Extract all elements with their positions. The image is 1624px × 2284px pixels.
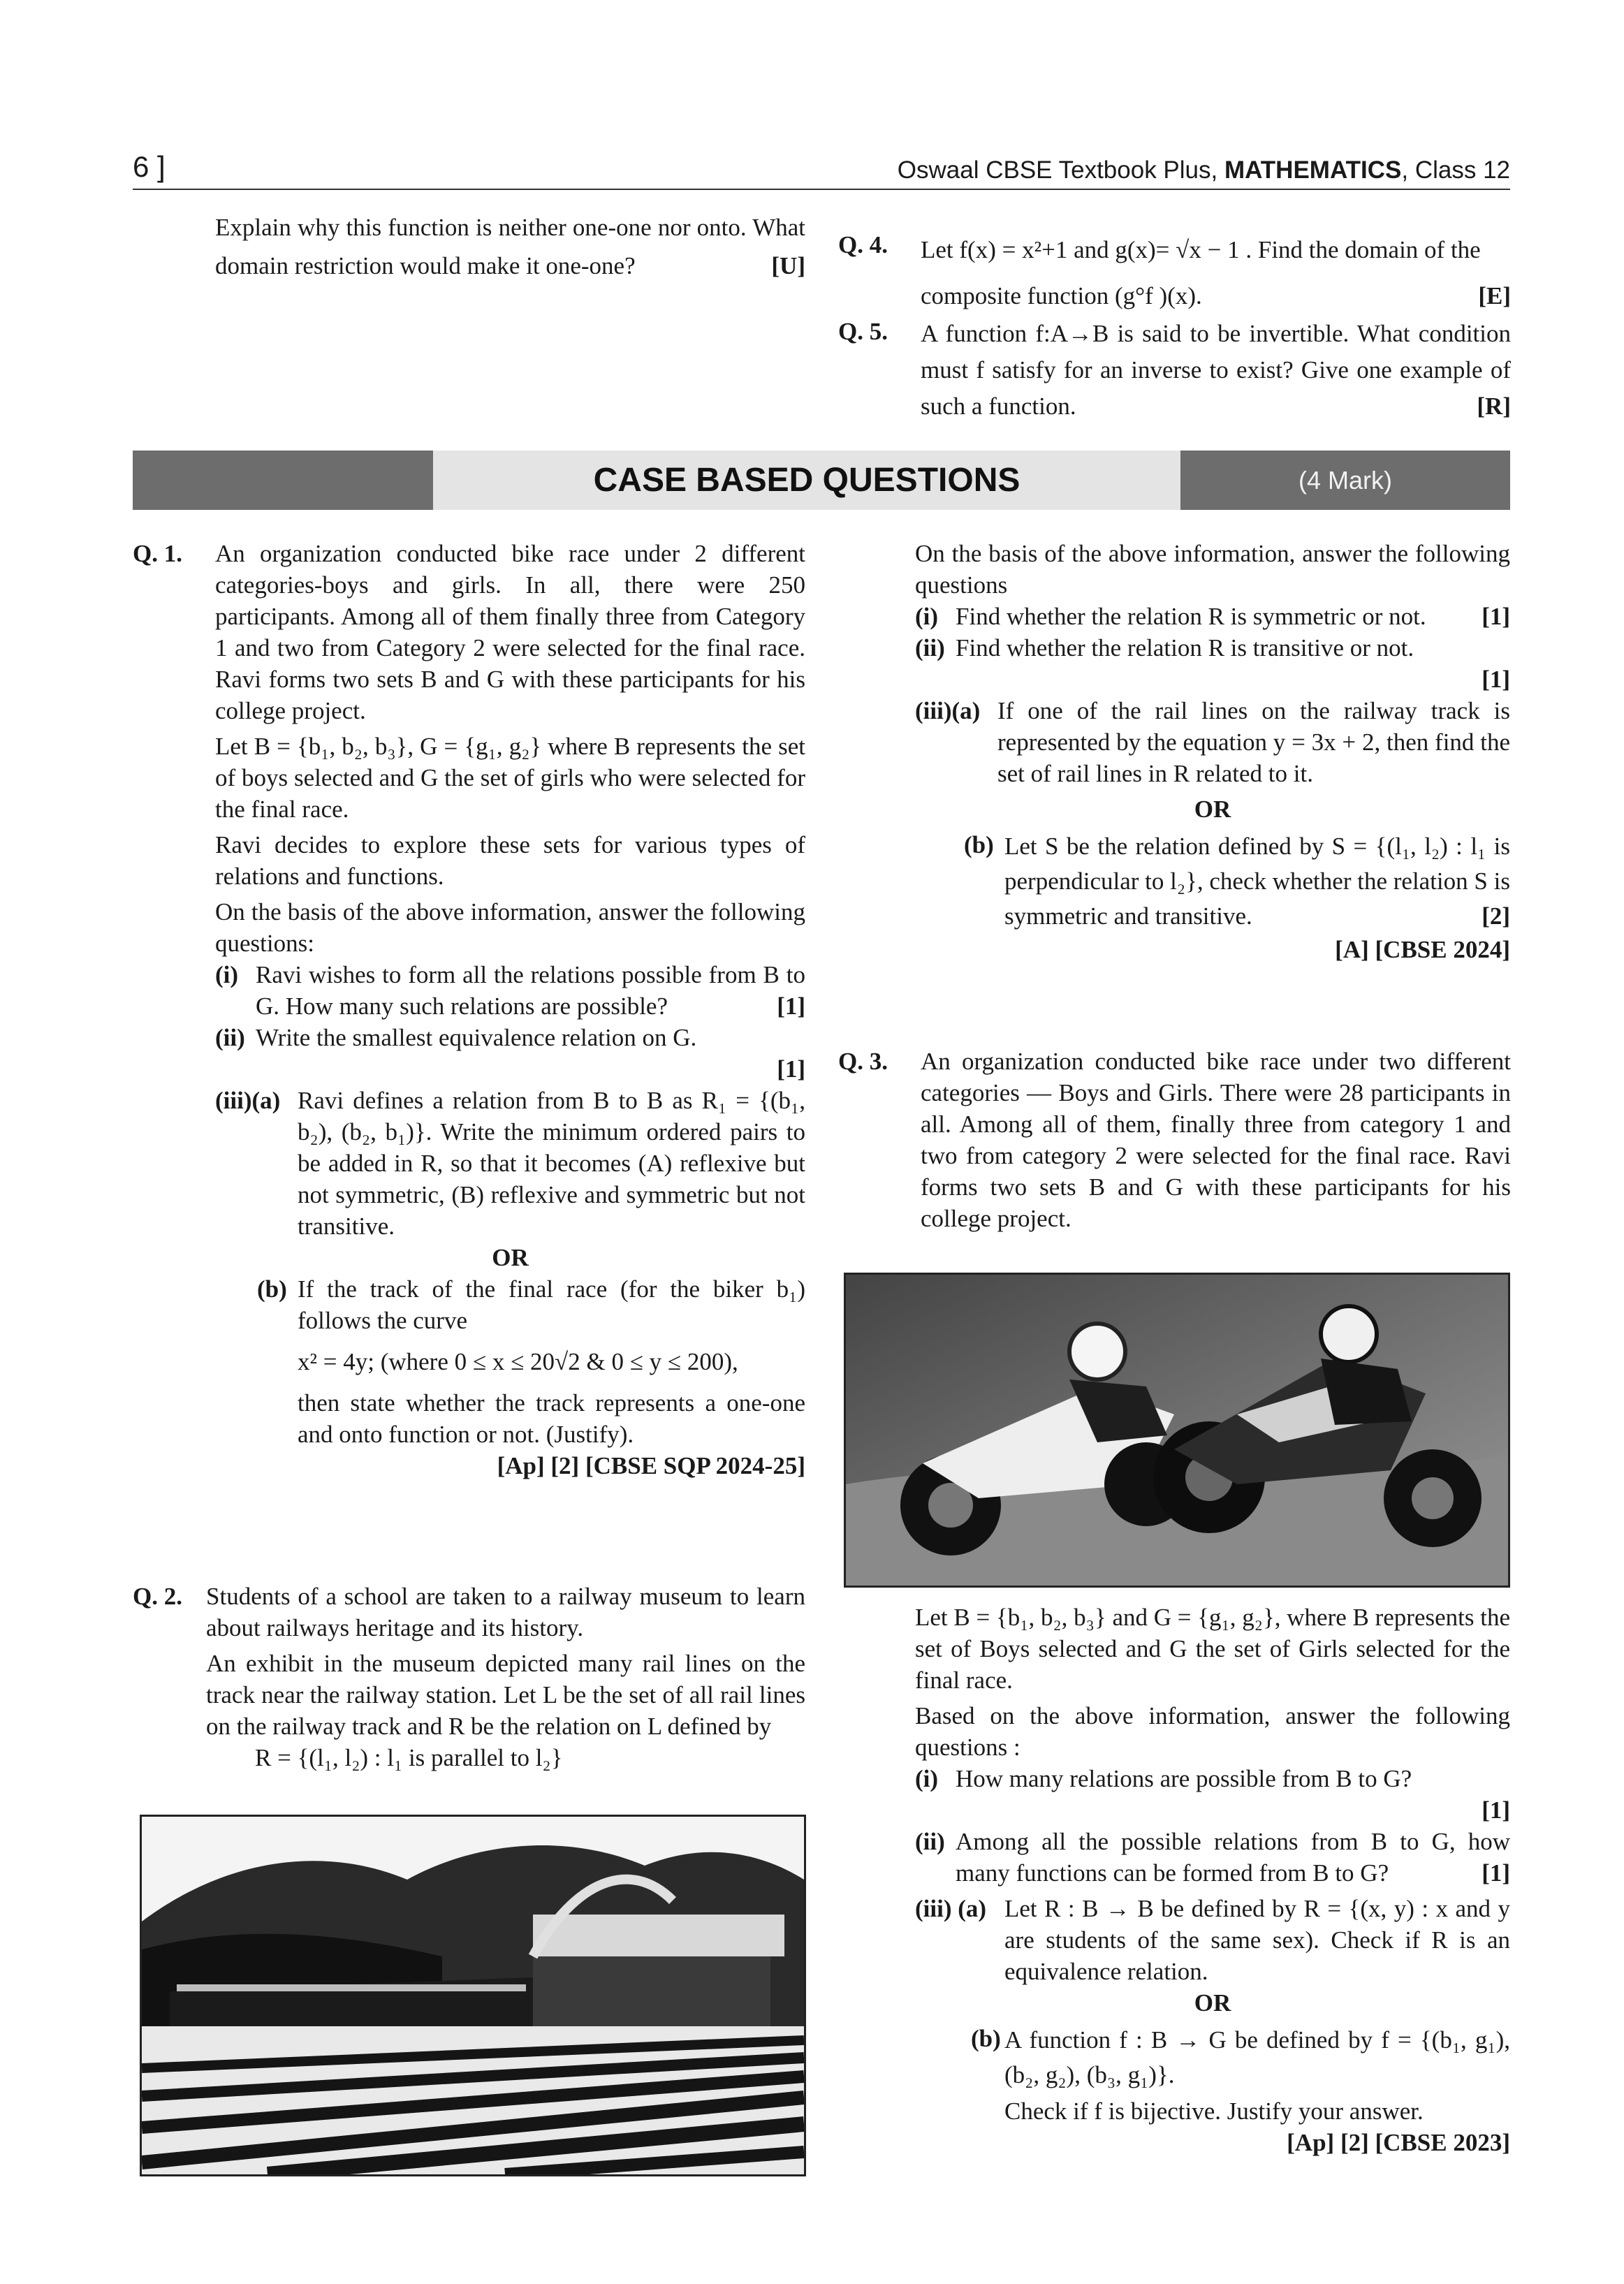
q2-part-iii-text: If one of the rail lines on the railway track is represented by the equation y = 3x + 2, then find the set of rail lines in R related to it.	[997, 697, 1510, 787]
q2-part-i-body: Find whether the relation R is symmetric or not.	[956, 603, 1426, 630]
q3-part-iii-label: (iii) (a)	[915, 1895, 987, 1922]
q1-body	[215, 538, 805, 1481]
q1-or: OR	[492, 1244, 529, 1271]
q5-text	[921, 316, 1511, 425]
q3-paragraph-1: An organization conducted bike race under two different categories — Boys and Girls. There were 28 participants in all. Among all of them, finally three from category 1 and two from category 2 were selected for the final race. Ravi forms two sets B and G with these participants for his college project.	[921, 1048, 1511, 1232]
q3-part-b-text: A function f : B → G be defined by f = {(b₁, g₁), (b₂, g₂), (b₃, g₁)}.	[1004, 2026, 1510, 2088]
q5-number: Q. 5.	[838, 318, 888, 345]
q1-part-b-text: If the track of the final race (for the biker b₁) follows the curve	[298, 1275, 805, 1334]
q1-part-b	[215, 1273, 805, 1450]
q3-part-ii-mark: [1]	[1482, 1859, 1510, 1887]
q3-part-i	[915, 1763, 1510, 1826]
q2-part-i-text	[915, 601, 1510, 632]
q3-part-iii	[915, 1893, 1510, 1987]
q1-part-i-body: Ravi wishes to form all the relations possible from B to G. How many such relations are possible?	[256, 961, 805, 1020]
q1-part-iii-text: Ravi defines a relation from B to B as R₁ = {(b₁, b₂), (b₂, b₁)}. Write the minimum ordered pairs to be added in R, so that it becomes (A) reflexive but not symmetric, (B) reflexive and symmetric but not transitive.	[298, 1087, 805, 1240]
section-marks: (4 Mark)	[1299, 466, 1392, 495]
q3-part-i-mark: [1]	[1482, 1796, 1510, 1824]
q2-part-b-body: Let S be the relation defined by S = {(l₁, l₂) : l₁ is perpendicular to l₂}, check whether the relation S is symmetric and transitive.	[1004, 833, 1510, 930]
q1-part-ii-mark: [1]	[777, 1055, 805, 1083]
q2-part-i	[915, 601, 1510, 632]
q2-number: Q. 2.	[133, 1583, 182, 1610]
q3-part-ii-label: (ii)	[915, 1828, 945, 1855]
q2-part-i-mark: [1]	[1482, 603, 1510, 630]
section-title: CASE BASED QUESTIONS	[593, 462, 1021, 499]
q1-part-i-text	[215, 959, 805, 1022]
header-rule	[133, 189, 1510, 190]
q2-part-i-label: (i)	[915, 603, 939, 630]
q2-tags: [A] [CBSE 2024]	[1335, 936, 1510, 963]
q2-part-iii-label: (iii)(a)	[915, 697, 981, 724]
q3-paragraph-3: Based on the above information, answer the following questions :	[915, 1702, 1510, 1761]
q1-part-iii-label: (iii)(a)	[215, 1087, 281, 1114]
q3-part-ii-body: Among all the possible relations from B to G, how many functions can be formed from B to G?	[956, 1828, 1510, 1887]
q3-part-i-label: (i)	[915, 1765, 939, 1792]
q2-part-ii	[915, 632, 1510, 695]
q1-curve: x² = 4y; (where 0 ≤ x ≤ 20√2 & 0 ≤ y ≤ 200),	[298, 1348, 738, 1375]
book-title-suffix: , Class 12	[1401, 156, 1510, 184]
q1-paragraph-3: Ravi decides to explore these sets for various types of relations and functions.	[215, 831, 805, 890]
q2-continued	[915, 538, 1510, 965]
q3-or: OR	[1194, 1989, 1231, 2016]
q2-part-ii-text: Find whether the relation R is transitive or not.	[956, 634, 1414, 661]
q3-part-ii-text	[915, 1826, 1510, 1889]
q1-part-ii-label: (ii)	[215, 1024, 245, 1051]
q2-paragraph-2: An exhibit in the museum depicted many rail lines on the track near the railway station. Let L be the set of all rail lines on the railway track and R be the relation on L defined by	[206, 1650, 805, 1740]
bike-race-photo	[844, 1273, 1510, 1588]
q2-body	[206, 1581, 805, 1773]
q3-part-i-text: How many relations are possible from B to G?	[956, 1765, 1412, 1792]
q1-tags: [Ap] [2] [CBSE SQP 2024-25]	[497, 1452, 805, 1479]
q4-tag: [E]	[1478, 282, 1511, 309]
q1-paragraph-4: On the basis of the above information, answer the following questions:	[215, 898, 805, 957]
q3-part-b-label: (b)	[971, 2025, 1001, 2052]
q2-paragraph-3: On the basis of the above information, answer the following questions	[915, 540, 1510, 599]
bike-race-illustration	[846, 1275, 1508, 1586]
q1-part-b-label: (b)	[257, 1275, 287, 1303]
q3-tags: [Ap] [2] [CBSE 2023]	[1287, 2129, 1510, 2156]
q1-part-i-label: (i)	[215, 961, 239, 988]
q1-part-b-text-2: then state whether the track represents a one-one and onto function or not. (Justify).	[298, 1389, 805, 1448]
book-title-subject: MATHEMATICS	[1224, 156, 1402, 184]
q1-part-iii	[215, 1085, 805, 1242]
q3-part-b-text-2: Check if f is bijective. Justify your answer.	[1004, 2098, 1424, 2125]
prev-question-continuation	[215, 208, 805, 285]
q2-part-ii-label: (ii)	[915, 634, 945, 661]
q2-or: OR	[1194, 796, 1231, 823]
q2-part-b-mark: [2]	[1482, 902, 1510, 930]
q4-body: Let f(x) = x²+1 and g(x)= √x − 1 . Find the domain of the composite function (g°f )(x).	[921, 236, 1481, 309]
q2-part-b-label: (b)	[964, 831, 994, 858]
q1-part-i-mark: [1]	[777, 993, 805, 1020]
q4-text	[921, 227, 1511, 319]
q5-tag: [R]	[1477, 393, 1511, 420]
q3-part-b	[915, 2023, 1510, 2127]
q2-relation: R = {(l₁, l₂) : l₁ is parallel to l₂}	[255, 1744, 563, 1771]
q4-number: Q. 4.	[838, 231, 888, 258]
prev-question-text: Explain why this function is neither one-one nor onto. What domain restriction would make it one-one?	[215, 214, 805, 279]
q1-part-ii	[215, 1022, 805, 1085]
railway-photo	[140, 1815, 806, 2176]
q3-part-iii-text: Let R : B → B be defined by R = {(x, y) : x and y are students of the same sex). Check if R is an equivalence relation.	[1004, 1895, 1510, 1985]
page-number: 6 ]	[133, 150, 166, 183]
q2-part-ii-mark: [1]	[1482, 666, 1510, 693]
q3-number: Q. 3.	[838, 1048, 888, 1075]
q3-body	[921, 1046, 1511, 1234]
q3-continued	[915, 1602, 1510, 2158]
q1-paragraph-1: An organization conducted bike race under 2 different categories-boys and girls. In all, there were 250 participants. Among all of them finally three from Category 1 and two from Category 2 were selected for the final race. Ravi forms two sets B and G with these participants for his college project.	[215, 540, 805, 724]
q1-part-i	[215, 959, 805, 1022]
q2-part-b-text	[964, 829, 1510, 934]
railway-illustration	[142, 1817, 804, 2174]
q1-part-ii-text: Write the smallest equivalence relation on G.	[256, 1024, 697, 1051]
q3-paragraph-2: Let B = {b₁, b₂, b₃} and G = {g₁, g₂}, where B represents the set of Boys selected and G the set of Girls selected for the final race.	[915, 1604, 1510, 1694]
q2-paragraph-1: Students of a school are taken to a railway museum to learn about railways heritage and its history.	[206, 1583, 805, 1641]
q2-part-b	[915, 829, 1510, 934]
book-title-prefix: Oswaal CBSE Textbook Plus,	[897, 156, 1224, 184]
q3-part-ii	[915, 1826, 1510, 1889]
book-title	[898, 155, 1510, 186]
q1-number: Q. 1.	[133, 540, 182, 567]
q1-paragraph-2: Let B = {b₁, b₂, b₃}, G = {g₁, g₂} where B represents the set of boys selected and G the set of girls who were selected for the final race.	[215, 733, 805, 823]
q2-part-iii	[915, 695, 1510, 789]
prev-question-tag: [U]	[771, 252, 805, 279]
q5-body: A function f:A→B is said to be invertible. What condition must f satisfy for an inverse to exist? Give one example of such a function.	[921, 320, 1511, 420]
